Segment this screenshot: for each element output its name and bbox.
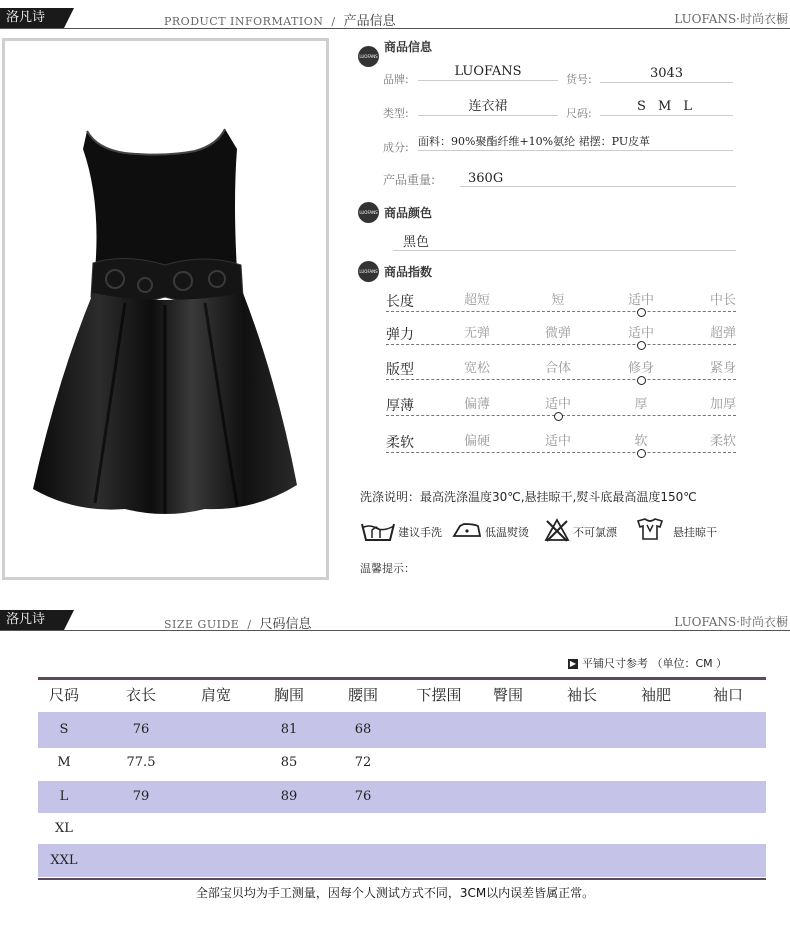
index-option: 微弹: [544, 326, 571, 341]
section-title-separator: /: [331, 15, 336, 28]
brand-badge-icon: LUOFANS: [358, 202, 379, 223]
index-option: 柔软: [709, 434, 736, 449]
brand-badge-icon: LUOFANS: [358, 46, 379, 67]
index-selected-marker: [637, 376, 646, 385]
index-row-label: 版型: [386, 362, 414, 378]
table-cell: XXL: [50, 852, 78, 868]
section-title: [164, 613, 312, 632]
index-option: 适中: [627, 326, 654, 341]
table-row: [38, 844, 766, 877]
section-title-cn: 产品信息: [343, 14, 396, 29]
table-header-cell: 下摆围: [416, 686, 462, 704]
section-divider: [0, 630, 790, 631]
brand-slogan: LUOFANS·时尚衣橱: [674, 615, 788, 629]
index-selected-marker: [554, 412, 563, 421]
weight-label: 产品重量:: [383, 173, 436, 187]
index-option: 修身: [627, 361, 654, 376]
size-label: 尺码:: [566, 107, 592, 120]
index-scale-line: [386, 344, 736, 345]
low-iron-icon: [452, 520, 482, 540]
care-icon-hand-wash: [360, 518, 396, 548]
table-bottom-rule: [38, 878, 766, 880]
size-value: S M L: [600, 98, 733, 116]
table-cell: 81: [280, 722, 298, 737]
color-value: 黑色: [393, 234, 736, 251]
table-cell: 79: [132, 789, 150, 804]
no-bleach-icon: [544, 518, 570, 542]
care-label: 低温熨烫: [485, 526, 529, 539]
table-cell: 77.5: [126, 755, 156, 770]
table-cell: 76: [354, 789, 372, 804]
section-title-en: SIZE GUIDE: [164, 618, 240, 631]
index-selected-marker: [637, 308, 646, 317]
brand-badge-icon: LUOFANS: [358, 261, 379, 282]
index-option: 偏薄: [463, 397, 490, 412]
index-option: 超短: [463, 293, 490, 308]
index-scale-line: [386, 379, 736, 380]
brand-slogan: LUOFANS·时尚衣橱: [674, 12, 788, 26]
index-row-label: 柔软: [386, 435, 414, 451]
care-label: 建议手洗: [398, 526, 442, 539]
size-footer-note: 全部宝贝均为手工测量，因每个人测试方式不同，3CM以内误差皆属正常。: [195, 886, 595, 900]
hang-dry-icon: [636, 517, 664, 541]
index-option: 加厚: [709, 397, 736, 412]
dress-image: [5, 41, 326, 577]
index-option: 无弹: [463, 326, 490, 341]
section-title-cn: 尺码信息: [259, 617, 312, 632]
index-scale-line: [386, 452, 736, 453]
index-row-label: 弹力: [386, 327, 414, 343]
index-selected-marker: [637, 449, 646, 458]
table-header-cell: 袖长: [566, 686, 597, 704]
index-option: 短: [551, 293, 565, 308]
care-label: 不可氯漂: [573, 526, 617, 539]
table-header-cell: 袖口: [712, 686, 743, 704]
table-cell: 68: [354, 722, 372, 737]
table-header-cell: 尺码: [48, 686, 79, 704]
color-heading: 商品颜色: [384, 206, 433, 220]
hand-wash-icon: [360, 518, 396, 544]
section-tag: 洛凡诗: [0, 8, 64, 28]
index-heading: 商品指数: [384, 265, 433, 279]
index-row-label: 长度: [386, 294, 414, 310]
brand-label: 品牌:: [383, 73, 409, 86]
index-option: 软: [634, 434, 648, 449]
table-header-cell: 肩宽: [200, 686, 231, 704]
section-title-en: PRODUCT INFORMATION: [164, 15, 324, 28]
table-cell: 89: [280, 789, 298, 804]
section-title-separator: /: [247, 618, 252, 631]
arrow-right-icon: ▶: [569, 659, 577, 668]
section-tag: 洛凡诗: [0, 610, 64, 630]
index-option: 中长: [709, 293, 736, 308]
item-number-value: 3043: [600, 65, 733, 83]
table-header-cell: 臀围: [492, 686, 523, 704]
table-top-rule: [38, 677, 766, 680]
table-cell: M: [57, 755, 71, 770]
table-header-cell: 衣长: [125, 686, 156, 704]
table-cell: 85: [280, 755, 298, 770]
size-note-text: 平铺尺寸参考 （单位：CM ）: [582, 657, 728, 670]
index-scale-line: [386, 311, 736, 312]
index-option: 超弹: [709, 326, 736, 341]
care-instructions: 洗涤说明：最高洗涤温度30℃,悬挂晾干,熨斗底最高温度150℃: [360, 490, 697, 504]
material-value: 面料：90%聚酯纤维+10%氨纶 裙摆：PU皮革: [418, 133, 733, 151]
index-option: 适中: [627, 293, 654, 308]
info-heading: 商品信息: [384, 40, 433, 54]
table-cell: L: [59, 789, 69, 804]
care-icon-low-iron: [452, 520, 482, 544]
index-option: 适中: [544, 434, 571, 449]
table-header-cell: 腰围: [347, 686, 378, 704]
index-selected-marker: [637, 341, 646, 350]
table-header-cell: 袖肥: [640, 686, 671, 704]
index-option: 宽松: [463, 361, 490, 376]
material-label: 成分:: [383, 141, 409, 154]
type-value: 连衣裙: [418, 98, 558, 116]
table-cell: 72: [354, 755, 372, 770]
table-header-cell: 胸围: [273, 686, 304, 704]
size-note: [568, 655, 727, 671]
care-label: 悬挂晾干: [673, 526, 717, 539]
index-option: 合体: [544, 361, 571, 376]
index-option: 厚: [634, 397, 648, 412]
table-cell: S: [59, 722, 69, 737]
type-label: 类型:: [383, 107, 409, 120]
index-row-label: 厚薄: [386, 398, 414, 414]
brand-value: LUOFANS: [418, 63, 558, 81]
product-photo: [2, 38, 329, 580]
care-icon-no-bleach: [544, 518, 570, 546]
index-option: 适中: [544, 397, 571, 412]
index-option: 偏硬: [463, 434, 490, 449]
index-option: 紧身: [709, 361, 736, 376]
item-number-label: 货号:: [566, 73, 592, 86]
table-row: [38, 813, 766, 844]
warm-tip: 温馨提示：: [360, 562, 415, 575]
table-cell: 76: [132, 722, 150, 737]
care-icon-hang-dry: [636, 517, 664, 545]
section-title: [164, 10, 396, 29]
table-cell: XL: [55, 820, 73, 836]
weight-value: 360G: [460, 170, 736, 187]
